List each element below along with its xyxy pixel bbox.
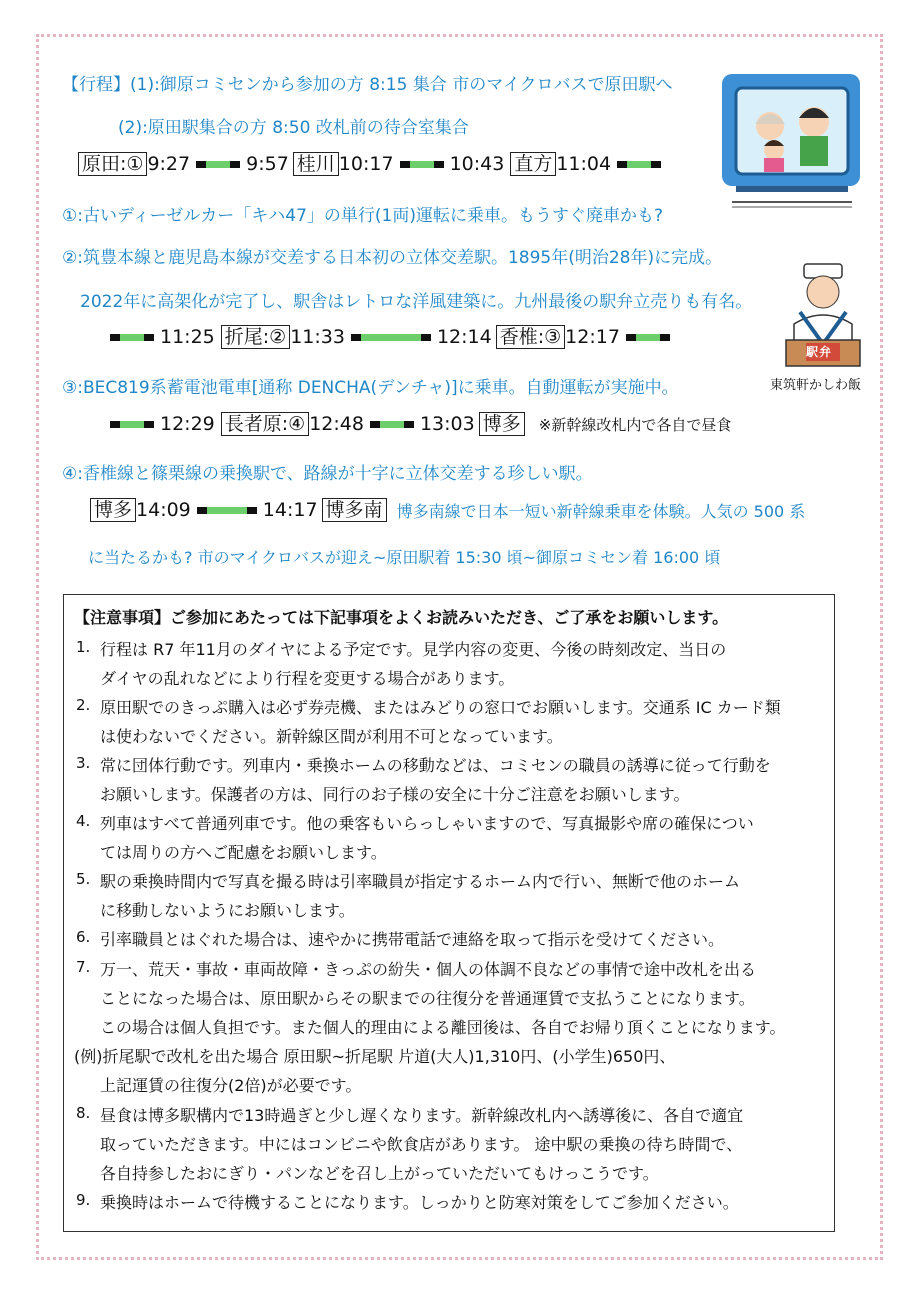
timetable-row-2 <box>104 325 676 349</box>
notice-item-6-line-1: 引率職員とはぐれた場合は、速やかに携帯電話で連絡を取って指示を受けてください。 <box>100 930 725 949</box>
notice-item-4-line-1: 列車はすべて普通列車です。他の乗客もいらっしゃいますので、写真撮影や席の確保につい <box>100 814 754 833</box>
rail-bar-icon <box>110 421 154 428</box>
station-hakataminami: 博多南 <box>322 498 387 522</box>
rail-bar-icon <box>197 507 257 514</box>
notice-item-3-line-1: 常に団体行動です。列車内・乗換ホームの移動などは、コミセンの職員の誘導に従って行動を <box>100 756 771 775</box>
time: 12:14 <box>436 326 492 348</box>
notice-item-7-line-1: 万一、荒天・事故・車両故障・きっぷの紛失・個人の体調不良などの事情で途中改札を出る <box>100 960 757 979</box>
item-number: 6. <box>76 928 91 946</box>
time: 11:33 <box>290 326 345 348</box>
station-keisen: 桂川 <box>293 152 339 176</box>
itinerary-line-1: 【行程】(1):御原コミセンから参加の方 8:15 集合 市のマイクロバスで原田駅へ <box>62 75 673 95</box>
time: 11:04 <box>556 153 612 175</box>
item-number: 8. <box>76 1104 91 1122</box>
notice-item-2-line-1: 原田駅でのきっぷ購入は必ず券売機、またはみどりの窓口でお願いします。交通系 IC カード類 <box>100 698 781 717</box>
time: 14:09 <box>136 499 191 521</box>
station-kashii: 香椎:③ <box>496 325 565 349</box>
notice-item-1-line-2: ダイヤの乱れなどにより行程を変更する場合があります。 <box>100 669 515 688</box>
rail-bar-icon <box>110 334 154 341</box>
notice-item-8-line-2: 取っていただきます。中にはコンビニや飲食店があります。 途中駅の乗換の待ち時間で、 <box>100 1135 743 1154</box>
time: 12:17 <box>565 326 620 348</box>
time: 12:48 <box>309 413 364 435</box>
timetable-row-4 <box>90 498 805 522</box>
time: 10:43 <box>449 153 505 175</box>
item-number: 7. <box>76 958 91 976</box>
note-2b: 2022年に高架化が完了し、駅舎はレトロな洋風建築に。九州最後の駅弁立売りも有名。 <box>80 292 753 312</box>
item-number: 9. <box>76 1191 91 1209</box>
hakataminami-remark: 博多南線で日本一短い新幹線乗車を体験。人気の 500 系 <box>396 501 806 521</box>
notice-item-1-line-1: 行程は R7 年11月のダイヤによる予定です。見学内容の変更、今後の時刻改定、当日の <box>100 640 727 659</box>
item-number: 4. <box>76 812 91 830</box>
timetable-row-1 <box>78 152 667 176</box>
timetable-row-3 <box>104 412 731 436</box>
item-number: 5. <box>76 870 91 888</box>
item-number: 2. <box>76 696 91 714</box>
note-2a: ②:筑豊本線と鹿児島本線が交差する日本初の立体交差駅。1895年(明治28年)に完成。 <box>62 248 723 268</box>
notice-item-9-line-1: 乗換時はホームで待機することになります。しっかりと防寒対策をしてご参加ください。 <box>100 1193 739 1212</box>
station-orio: 折尾:② <box>221 325 290 349</box>
time: 9:27 <box>147 153 191 175</box>
itinerary-line-2: (2):原田駅集合の方 8:50 改札前の待合室集合 <box>118 118 469 138</box>
rail-bar-icon <box>196 161 240 168</box>
final-line: に当たるかも? 市のマイクロバスが迎え~原田駅着 15:30 頃~御原コミセン着 16:00 頃 <box>88 548 721 567</box>
time: 9:57 <box>246 153 289 175</box>
item-number: 3. <box>76 754 91 772</box>
note-3: ③:BEC819系蓄電池電車[通称 DENCHA(デンチャ)]に乗車。自動運転が実施中。 <box>62 378 679 398</box>
station-hakata-2: 博多 <box>90 498 136 522</box>
time: 13:03 <box>419 413 475 435</box>
lunch-remark: ※新幹線改札内で各自で昼食 <box>538 415 732 434</box>
notice-item-7-line-3: この場合は個人負担です。また個人的理由による離団後は、各自でお帰り頂くことになります。 <box>100 1018 786 1037</box>
fare-example-line-2: 上記運賃の往復分(2倍)が必要です。 <box>100 1076 362 1095</box>
rail-bar-icon <box>400 161 444 168</box>
rail-bar-icon <box>370 421 414 428</box>
time: 10:17 <box>338 153 394 175</box>
notice-box <box>63 594 835 1232</box>
fare-example-line-1: (例)折尾駅で改札を出た場合 原田駅~折尾駅 片道(大人)1,310円、(小学生)650円、 <box>74 1047 676 1066</box>
notice-item-3-line-2: お願いします。保護者の方は、同行のお子様の安全に十分ご注意をお願いします。 <box>100 785 690 804</box>
time: 11:25 <box>160 326 215 348</box>
note-4: ④:香椎線と篠栗線の乗換駅で、路線が十字に立体交差する珍しい駅。 <box>62 464 593 484</box>
notice-title: 【注意事項】ご参加にあたっては下記事項をよくお読みいただき、ご了承をお願いします。 <box>74 608 729 627</box>
rail-bar-icon <box>617 161 661 168</box>
station-hakata: 博多 <box>479 412 525 436</box>
rail-bar-icon <box>351 334 431 341</box>
notice-item-8-line-3: 各自持参したおにぎり・パンなどを召し上がっていただいてもけっこうです。 <box>100 1164 659 1183</box>
notice-item-4-line-2: ては周りの方へご配慮をお願いします。 <box>100 843 387 862</box>
ekiben-caption: 東筑軒かしわ飯 <box>770 378 862 393</box>
notice-item-5-line-2: に移動しないようにお願いします。 <box>100 901 355 920</box>
station-harada: 原田:① <box>78 152 147 176</box>
time: 12:29 <box>160 413 215 435</box>
rail-bar-icon <box>626 334 670 341</box>
station-nogata: 直方 <box>510 152 556 176</box>
train-window-illustration <box>722 74 862 210</box>
station-chojabaru: 長者原:④ <box>221 412 309 436</box>
item-number: 1. <box>76 638 91 656</box>
time: 14:17 <box>262 499 318 521</box>
notice-item-7-line-2: ことになった場合は、原田駅からその駅までの往復分を普通運賃で支払うことになります。 <box>100 989 755 1008</box>
notice-item-5-line-1: 駅の乗換時間内で写真を撮る時は引率職員が指定するホーム内で行い、無断で他のホーム <box>100 872 741 891</box>
notice-item-8-line-1: 昼食は博多駅構内で13時過ぎと少し遅くなります。新幹線改札内へ誘導後に、各自で適宜 <box>100 1106 744 1125</box>
notice-item-2-line-2: は使わないでください。新幹線区間が利用不可となっています。 <box>100 727 563 746</box>
note-1: ①:古いディーゼルカー「キハ47」の単行(1両)運転に乗車。もうすぐ廃車かも? <box>62 206 664 226</box>
ekiben-sign: 駅弁 <box>806 345 833 359</box>
